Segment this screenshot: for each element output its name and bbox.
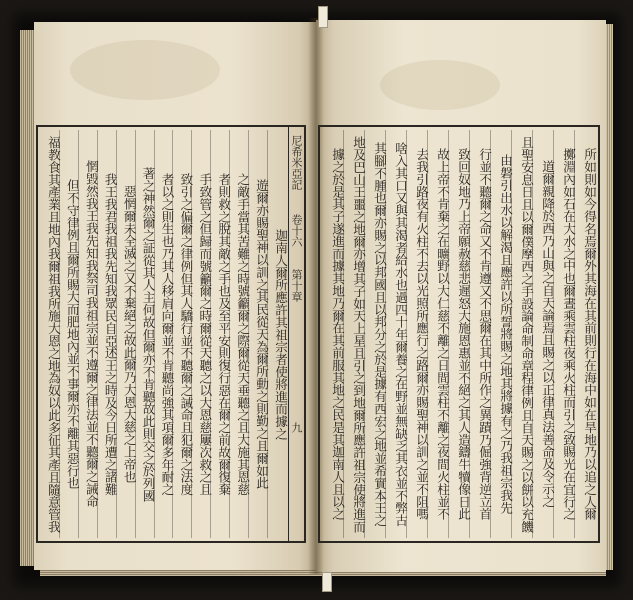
- right-text-frame: [318, 125, 600, 543]
- text-column: 我王我君我祖我先知我眾民自亞述王之時及今日所遭之諸難: [97, 130, 116, 538]
- text-column: 致引之偏爾之律例但其人驕行並不聽爾之誡命且犯爾之法度: [172, 130, 191, 538]
- text-column: 擲淵內如石在大水之中也爾晝乘雲柱夜乘火柱而引之致賜光在宜行之: [553, 130, 574, 538]
- text-column: 福教食其產業且地內我爾祖我所施大恩之地為奴以此多征其產且隨意管我: [45, 135, 61, 533]
- right-text-columns: [323, 130, 595, 538]
- text-column: 者則救之脫其敵之手也及至平安則復行惡在爾之前故爾復棄: [210, 130, 229, 538]
- text-column: 遊爾亦賜聖神以訓之其民從天為爾所動之則勤之且爾如此: [248, 130, 267, 538]
- text-column: 者以之則生也乃其人移肩向爾並不肯聽尚強其項爾多年耐之: [154, 130, 173, 538]
- binding-thread-top: [318, 6, 328, 28]
- text-column: 所如則如今得名焉爾外其海在其前則行在海中如在旱地乃以追之人爾: [574, 130, 595, 538]
- text-column: 但不守律例且爾所賜大而肥地內並不事爾亦不離其惡行也: [59, 130, 78, 538]
- paper-stain: [380, 60, 500, 110]
- text-column: 且聖安息日且以爾僕摩西之手設論命制命章程律例且自天賜之以餅以充饑: [511, 130, 532, 538]
- text-column: 去我引路夜有火柱不去以光照所應行之路爾亦賜聖神以訓之並不阻嗎: [406, 130, 427, 538]
- running-title: 尼希米亞記: [290, 135, 303, 190]
- text-column: 故上帝不肯棄之在曠野以大仁慈不離之日間雲柱不離之夜間火柱並不: [427, 130, 448, 538]
- text-column: 惡惘爾未全滅之又不棄絕之故此爾乃大恩大慈之上帝也: [116, 130, 135, 538]
- text-column: 致回奴地乃上帝願赦慈悲遲怒大施恩惠並不絕之其人造鑄牛犢像日此: [448, 130, 469, 538]
- chapter-label: 第十章: [290, 269, 303, 302]
- text-column: 啥入其口又與其渴者給水也過四十年爾養之在野並無缺乏其衣並不弊古: [385, 130, 406, 538]
- text-column: 據之於是其子遂進而據其地乃爾在其前服其地之民是其迦南人且以之: [330, 148, 345, 520]
- page-margin-column: [288, 127, 304, 541]
- text-column: 地及巴山王噩之地爾亦增其子如天上星且引之到地爾所應許祖宗使將進而: [343, 130, 364, 538]
- text-column: 行並不聽爾之命又不肯遵又不思爾在其中所作之異蹟乃倔強背逆立首: [469, 130, 490, 538]
- text-column: 之敵手當其苦難之時號籲爾之際爾從天垂聽之且大施其恩慈: [229, 130, 248, 538]
- left-text-frame: [36, 125, 306, 543]
- text-column: 惘毀然我王我先知我祭司我祖宗並不遵爾之律法並不聽爾之誡命: [78, 130, 97, 538]
- left-page-edges: [20, 30, 34, 566]
- volume-label: 卷十六: [290, 214, 303, 247]
- text-column: 道爾親降於西乃山與之自天論焉且賜之以正律真法善命及令示之: [532, 130, 553, 538]
- paper-stain: [70, 40, 220, 100]
- page-number: 九: [290, 422, 303, 433]
- text-column: 著之神然爾之証從其人主何故但爾亦不肯聽故此則交之於列國: [135, 130, 154, 538]
- binding-thread-bottom: [322, 572, 332, 592]
- text-column: 其腳不腫也爾亦賜之以邦國且以邦分之於是據有西宏之地並希實本王之: [364, 130, 385, 538]
- text-column: 迦南人爾所應許其祖宗者使將進而據之: [267, 130, 286, 538]
- text-column: 由磐引出水以解渴且應許以所誓將賜之地其將據有之乃我祖宗我先: [490, 130, 511, 538]
- left-text-columns: [41, 130, 286, 538]
- text-column: 手致管之但歸而號籲爾之時爾從天聽之以大恩慈屢次救之且: [191, 130, 210, 538]
